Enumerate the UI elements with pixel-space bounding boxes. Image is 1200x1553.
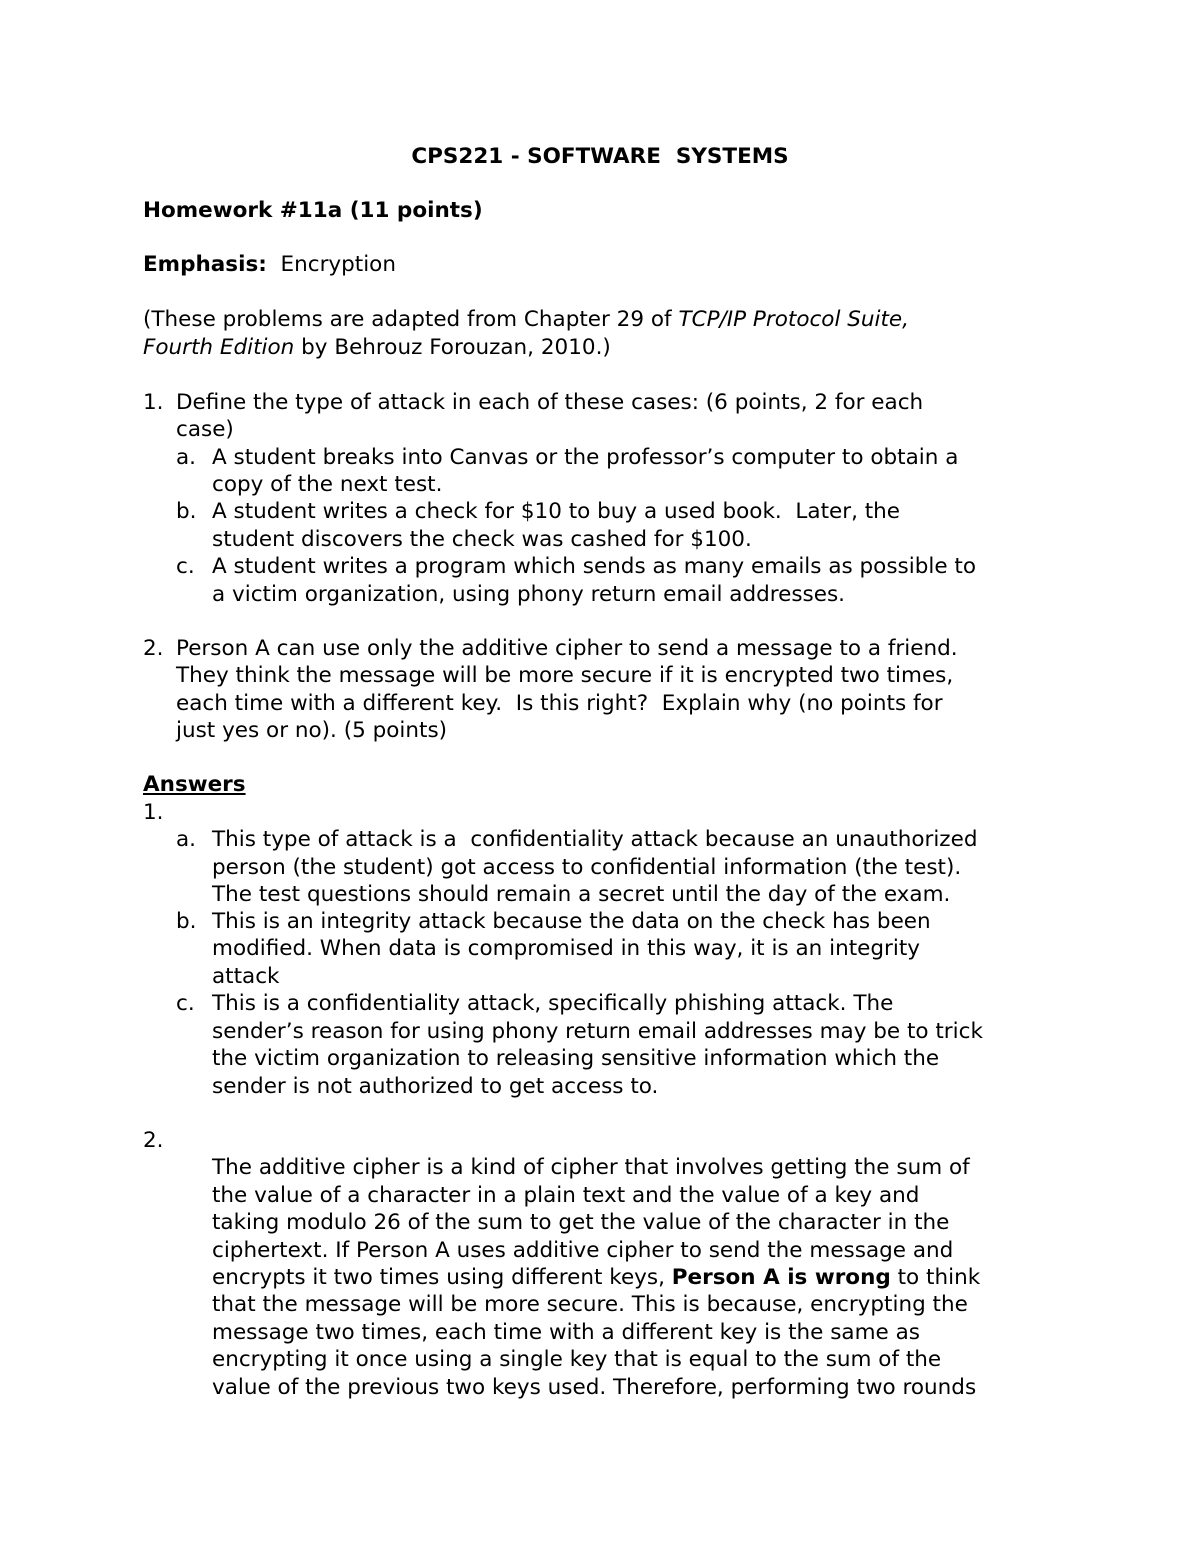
emphasis-label: Emphasis: (143, 252, 267, 277)
question-1-text: Define the type of attack in each of these cases: (6 points, 2 for each (176, 390, 924, 415)
answer-1a-text: The test questions should remain a secret until the day of the exam. (212, 882, 951, 907)
answer-1c-text: sender is not authorized to get access to. (212, 1074, 659, 1099)
answer-1b-marker: b. (176, 909, 197, 934)
source-book-title: TCP/IP Protocol Suite, (678, 307, 909, 332)
question-1c-text: A student writes a program which sends as many emails as possible to (212, 554, 976, 579)
answer-1a-marker: a. (176, 827, 197, 852)
source-line-1 (143, 306, 909, 334)
answer-2-text: message two times, each time with a different key is the same as (212, 1320, 920, 1345)
source-text: (These problems are adapted from Chapter 29 of (143, 307, 679, 332)
answer-2-text: taking modulo 26 of the sum to get the value of the character in the (212, 1210, 950, 1235)
answer-1c-text: the victim organization to releasing sensitive information which the (212, 1046, 940, 1071)
answer-2-number: 2. (143, 1128, 164, 1153)
answer-2-text: value of the previous two keys used. Therefore, performing two rounds (212, 1375, 977, 1400)
question-2-text: each time with a different key. Is this right? Explain why (no points for (176, 691, 943, 716)
question-1b-text: A student writes a check for $10 to buy a used book. Later, the (212, 499, 901, 524)
source-author: by Behrouz Forouzan, 2010.) (294, 335, 611, 360)
answers-heading: Answers (143, 772, 246, 797)
source-line-2 (143, 334, 611, 362)
emphasis-value: Encryption (280, 252, 396, 277)
question-1b-text: student discovers the check was cashed for $100. (212, 527, 752, 552)
answer-2-emphasis: Person A is wrong (671, 1265, 891, 1290)
question-1-number: 1. (143, 390, 164, 415)
answer-2-text: the value of a character in a plain text and the value of a key and (212, 1183, 920, 1208)
question-1b-marker: b. (176, 499, 197, 524)
question-1c-marker: c. (176, 554, 195, 579)
answer-2-text-segment: encrypts it two times using different keys, (212, 1265, 672, 1290)
answer-1b-text: This is an integrity attack because the data on the check has been (212, 909, 931, 934)
answer-1a-text: person (the student) got access to confidential information (the test). (212, 855, 962, 880)
answer-2-text-segment: to think (890, 1265, 981, 1290)
answer-1c-marker: c. (176, 991, 195, 1016)
document-title: CPS221 - SOFTWARE SYSTEMS (411, 144, 789, 169)
emphasis-line (143, 251, 396, 279)
question-1a-marker: a. (176, 445, 197, 470)
question-1-text: case) (176, 417, 234, 442)
answer-1a-text: This type of attack is a confidentiality attack because an unauthorized (212, 827, 978, 852)
answer-1b-text: attack (212, 964, 280, 989)
answer-2-text: that the message will be more secure. This is because, encrypting the (212, 1292, 968, 1317)
question-2-text: Person A can use only the additive cipher to send a message to a friend. (176, 636, 958, 661)
source-book-edition: Fourth Edition (143, 335, 295, 360)
answer-2-text (212, 1264, 980, 1292)
answer-1-number: 1. (143, 800, 164, 825)
answer-2-text: encrypting it once using a single key that is equal to the sum of the (212, 1347, 942, 1372)
question-2-text: just yes or no). (5 points) (176, 718, 448, 743)
homework-heading: Homework #11a (11 points) (143, 198, 483, 223)
answer-2-text: The additive cipher is a kind of cipher that involves getting the sum of (212, 1155, 970, 1180)
question-1c-text: a victim organization, using phony return email addresses. (212, 582, 846, 607)
question-2-text: They think the message will be more secure if it is encrypted two times, (176, 663, 954, 688)
answer-1b-text: modified. When data is compromised in this way, it is an integrity (212, 936, 920, 961)
question-1a-text: copy of the next test. (212, 472, 443, 497)
answer-1c-text: This is a confidentiality attack, specifically phishing attack. The (212, 991, 894, 1016)
answer-1c-text: sender’s reason for using phony return email addresses may be to trick (212, 1019, 983, 1044)
question-1a-text: A student breaks into Canvas or the professor’s computer to obtain a (212, 445, 959, 470)
question-2-number: 2. (143, 636, 164, 661)
answer-2-text: ciphertext. If Person A uses additive cipher to send the message and (212, 1238, 954, 1263)
